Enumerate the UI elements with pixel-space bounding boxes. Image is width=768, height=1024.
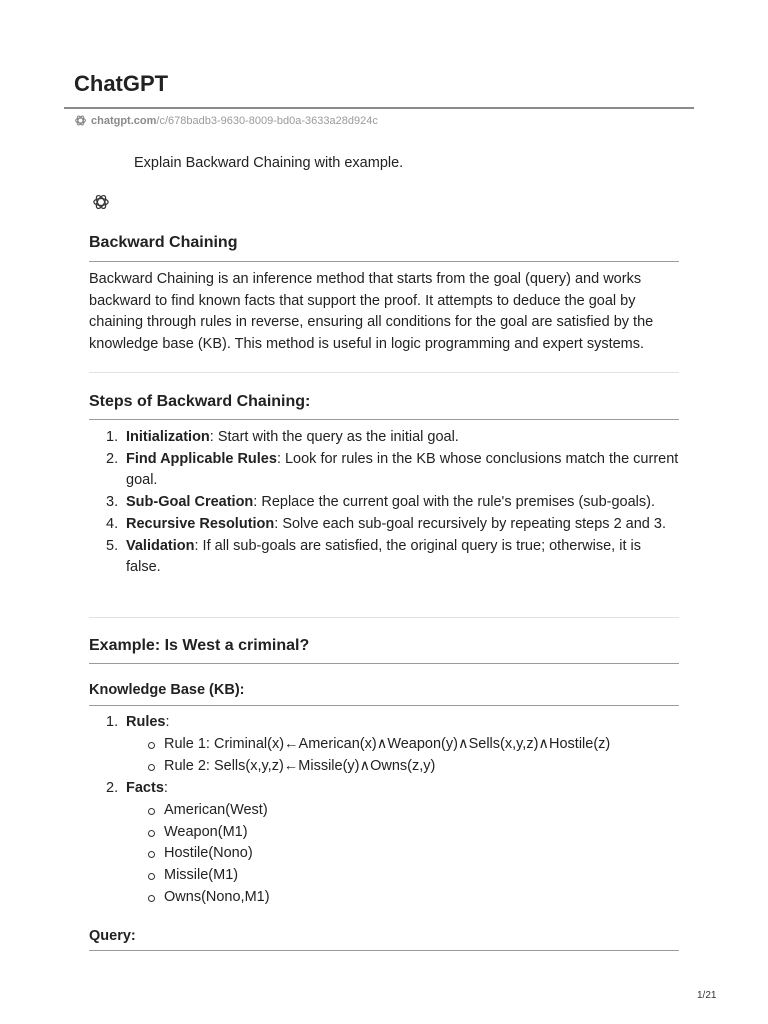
kb-list-facts <box>89 778 679 800</box>
chatgpt-logo-icon <box>74 114 87 127</box>
assistant-avatar <box>92 193 110 216</box>
url-domain[interactable]: chatgpt.com <box>91 114 157 127</box>
list-item-facts: 2. Facts: <box>106 780 168 796</box>
source-url[interactable] <box>74 114 378 127</box>
query-heading: Query: <box>89 928 136 944</box>
page-title: ChatGPT <box>74 71 169 96</box>
list-item: 1. Initialization: Start with the query as the initial goal. <box>106 429 459 445</box>
heading-divider <box>89 950 679 951</box>
list-item: American(West) <box>89 800 679 822</box>
facts-sublist <box>89 800 679 909</box>
list-item: Hostile(Nono) <box>89 843 679 865</box>
title-divider <box>64 107 694 109</box>
list-item-rules: 1. Rules: <box>106 714 170 730</box>
heading-divider <box>89 261 679 262</box>
user-message: Explain Backward Chaining with example. <box>134 155 404 171</box>
list-item: 4. Recursive Resolution: Solve each sub-goal recursively by repeating steps 2 and 3. <box>106 515 666 532</box>
heading-divider <box>89 705 679 706</box>
heading-divider <box>89 419 679 420</box>
url-path[interactable]: /c/678badb3-9630-8009-bd0a-3633a28d924c <box>156 114 378 127</box>
chatgpt-logo-icon <box>92 193 110 211</box>
steps-list <box>89 427 679 579</box>
list-item: Owns(Nono,M1) <box>89 887 679 909</box>
list-item: Weapon(M1) <box>89 822 679 844</box>
section-divider <box>89 372 679 373</box>
list-item: 5. Validation: If all sub-goals are satisfied, the original query is true; otherwise, it is false. <box>106 537 641 576</box>
kb-heading: Knowledge Base (KB): <box>89 682 245 698</box>
list-item: 2. Find Applicable Rules: Look for rules in the KB whose conclusions match the current goal. <box>106 450 679 489</box>
list-item: 3. Sub-Goal Creation: Replace the current goal with the rule's premises (sub-goals). <box>106 494 655 511</box>
list-item: Rule 1: Criminal(x)←American(x)∧Weapon(y)∧Sells(x,y,z)∧Hostile(z) <box>89 734 679 756</box>
list-item: Rule 2: Sells(x,y,z)←Missile(y)∧Owns(z,y) <box>89 756 679 778</box>
intro-paragraph: Backward Chaining is an inference method that starts from the goal (query) and works backward to find known facts that support the proof. It attempts to deduce the goal by chaining through rules in reverse, ensuring all conditions for the goal are satisfied by the knowledge base (KB). This method is useful in logic programming and expert systems. <box>89 271 654 353</box>
section-heading-example: Example: Is West a criminal? <box>89 637 310 654</box>
list-item: Missile(M1) <box>89 865 679 887</box>
section-heading-steps: Steps of Backward Chaining: <box>89 393 311 410</box>
page-number: 1/21 <box>697 990 717 1001</box>
section-heading-backward-chaining: Backward Chaining <box>89 234 238 251</box>
kb-list <box>89 712 679 734</box>
section-divider <box>89 617 679 618</box>
rules-sublist <box>89 734 679 777</box>
heading-divider <box>89 663 679 664</box>
